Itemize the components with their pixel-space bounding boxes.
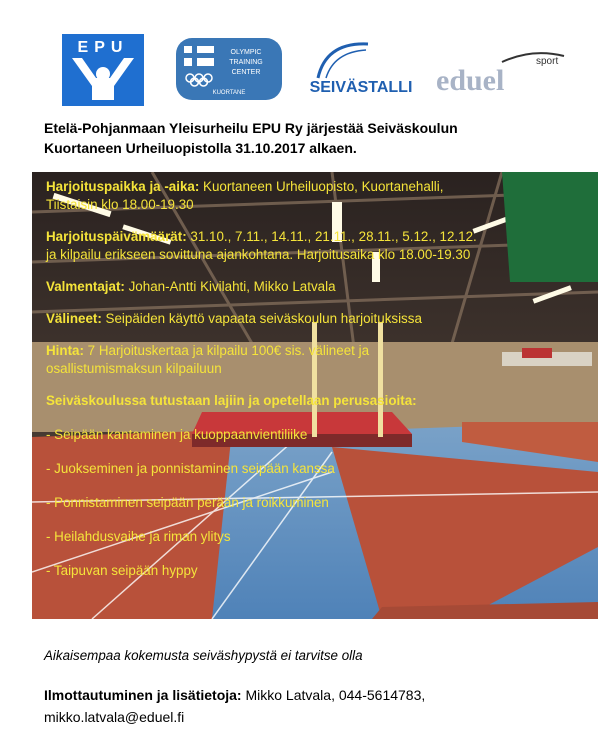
svg-text:TRAINING: TRAINING (229, 59, 263, 66)
equipment-label: Välineet: (46, 311, 102, 326)
place-line (46, 178, 586, 196)
svg-text:SEIVÄSTALLI: SEIVÄSTALLI (309, 79, 413, 96)
epu-logo (62, 34, 144, 106)
coaches-value: Johan-Antti Kivilahti, Mikko Latvala (124, 279, 336, 294)
topic-item: - Heilahdusvaihe ja riman ylitys (46, 529, 231, 544)
equipment-line (46, 310, 586, 328)
svg-text:KUORTANE: KUORTANE (212, 90, 246, 96)
dates-line-2: ja kilpailu erikseen sovittuna ajankohtana. Harjoitusaika klo 18.00-19.30 (46, 247, 471, 262)
coaches-label: Valmentajat: (46, 279, 125, 294)
place-value: Kuortaneen Urheiluopisto, Kuortanehalli, (199, 179, 444, 194)
price-line-2: osallistumismaksun kilpailuun (46, 361, 222, 376)
contact-line (44, 684, 425, 706)
logos-row (0, 0, 600, 120)
svg-text:eduel: eduel (436, 64, 505, 97)
svg-text:EPU: EPU (77, 39, 129, 56)
topic-item: - Ponnistaminen seipään perään ja roikkuminen (46, 495, 329, 510)
equipment-value: Seipäiden käyttö vapaata seiväskoulun harjoituksissa (101, 311, 422, 326)
topic-item: - Seipään kantaminen ja kuoppaanvientiliike (46, 427, 308, 442)
price-line (46, 342, 586, 360)
svg-text:CENTER: CENTER (231, 69, 261, 76)
dates-value: 31.10., 7.11., 14.11., 21.11., 28.11., 5.12., 12.12. (186, 229, 477, 244)
dates-label: Harjoituspäivämäärät: (46, 229, 187, 244)
svg-text:OLYMPIC: OLYMPIC (230, 49, 262, 56)
svg-text:sport: sport (536, 56, 559, 67)
place-label: Harjoituspaikka ja -aika: (46, 179, 200, 194)
price-value: 7 Harjoituskertaa ja kilpailu 100€ sis. välineet ja (83, 343, 370, 358)
contact-value: Mikko Latvala, 044-5614783, (241, 687, 426, 703)
intro-text (44, 118, 564, 158)
experience-note: Aikaisempaa kokemusta seiväshypystä ei tarvitse olla (44, 648, 363, 663)
price-label: Hinta: (46, 343, 84, 358)
topic-item: - Juokseminen ja ponnistaminen seipään kanssa (46, 461, 335, 476)
contact-email: mikko.latvala@eduel.fi (44, 709, 185, 725)
seivastalli-logo (306, 40, 416, 102)
dates-line (46, 228, 586, 246)
topic-item: - Taipuvan seipään hyppy (46, 563, 198, 578)
intro-line-1: Etelä-Pohjanmaan Yleisurheilu EPU Ry järjestää Seiväskoulun (44, 120, 458, 136)
event-details (46, 178, 586, 580)
topics-heading: Seiväskoulussa tutustaan lajiin ja opetellaan perusasioita: (46, 393, 417, 408)
eduel-sport-logo (432, 48, 572, 100)
place-line-2: Tiistaisin klo 18.00-19.30 (46, 197, 194, 212)
olympic-training-center-logo (176, 38, 282, 100)
contact-label: Ilmottautuminen ja lisätietoja: (44, 687, 242, 703)
intro-line-2: Kuortaneen Urheiluopistolla 31.10.2017 alkaen. (44, 140, 357, 156)
coaches-line (46, 278, 586, 296)
contact-info (44, 684, 425, 728)
